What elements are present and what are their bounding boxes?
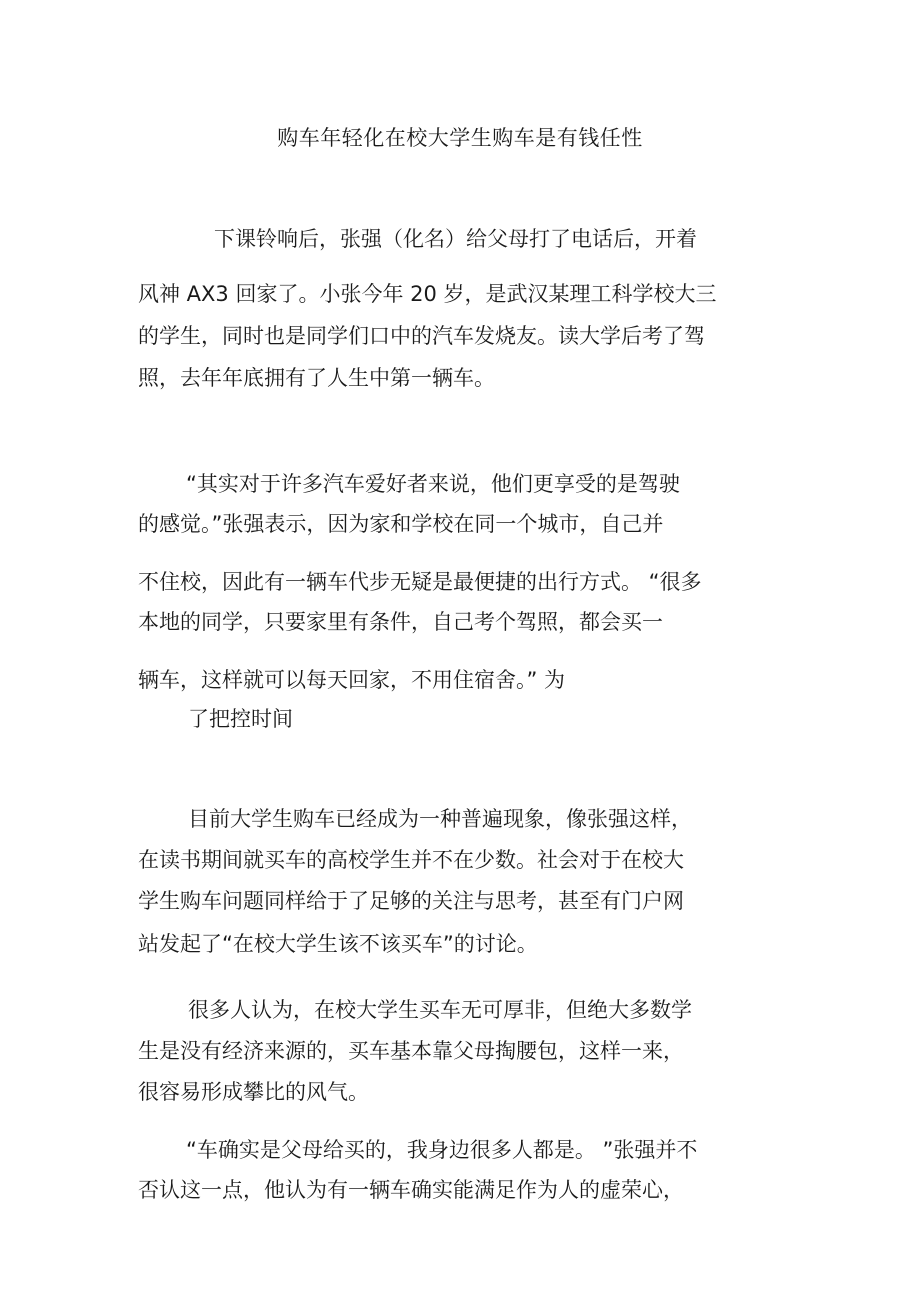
paragraph-line: 的学生，同时也是同学们口中的汽车发烧友。读大学后考了驾: [138, 324, 705, 348]
paragraph-line: 的感觉。”张强表示，因为家和学校在同一个城市，自己并: [138, 512, 664, 536]
paragraph-line: 否认这一点，他认为有一辆车确实能满足作为人的虚荣心，: [138, 1178, 684, 1202]
paragraph-line: 很多人认为，在校大学生买车无可厚非，但绝大多数学: [188, 998, 692, 1022]
paragraph-line: 风神 AX3 回家了。小张今年 20 岁，是武汉某理工科学校大三: [138, 282, 717, 306]
paragraph-line: 在读书期间就买车的高校学生并不在少数。社会对于在校大: [138, 848, 684, 872]
paragraph-line: 很容易形成攀比的风气。: [138, 1080, 369, 1104]
paragraph-line: 照，去年年底拥有了人生中第一辆车。: [138, 366, 495, 390]
paragraph-line: 本地的同学，只要家里有条件，自己考个驾照，都会买一: [138, 610, 663, 634]
document-title: 购车年轻化在校大学生购车是有钱任性: [277, 126, 643, 150]
paragraph-line: 目前大学生购车已经成为一种普遍现象，像张强这样，: [188, 807, 692, 831]
paragraph-line: 不住校，因此有一辆车代步无疑是最便捷的出行方式。 “很多: [138, 570, 702, 594]
paragraph-line: 学生购车问题同样给于了足够的关注与思考，甚至有门户网: [138, 889, 684, 913]
paragraph-line: 了把控时间: [188, 707, 293, 731]
paragraph-line: 下课铃响后，张强（化名）给父母打了电话后，开着: [214, 227, 697, 251]
paragraph-line: “其实对于许多汽车爱好者来说，他们更享受的是驾驶: [186, 472, 680, 496]
paragraph-line: 生是没有经济来源的，买车基本靠父母掏腰包，这样一来，: [138, 1039, 684, 1063]
paragraph-line: “车确实是父母给买的，我身边很多人都是。 ”张强并不: [186, 1138, 698, 1162]
paragraph-line: 站发起了“在校大学生该不该买车”的讨论。: [138, 932, 538, 956]
paragraph-line: 辆车，这样就可以每天回家，不用住宿舍。” 为: [138, 668, 566, 692]
